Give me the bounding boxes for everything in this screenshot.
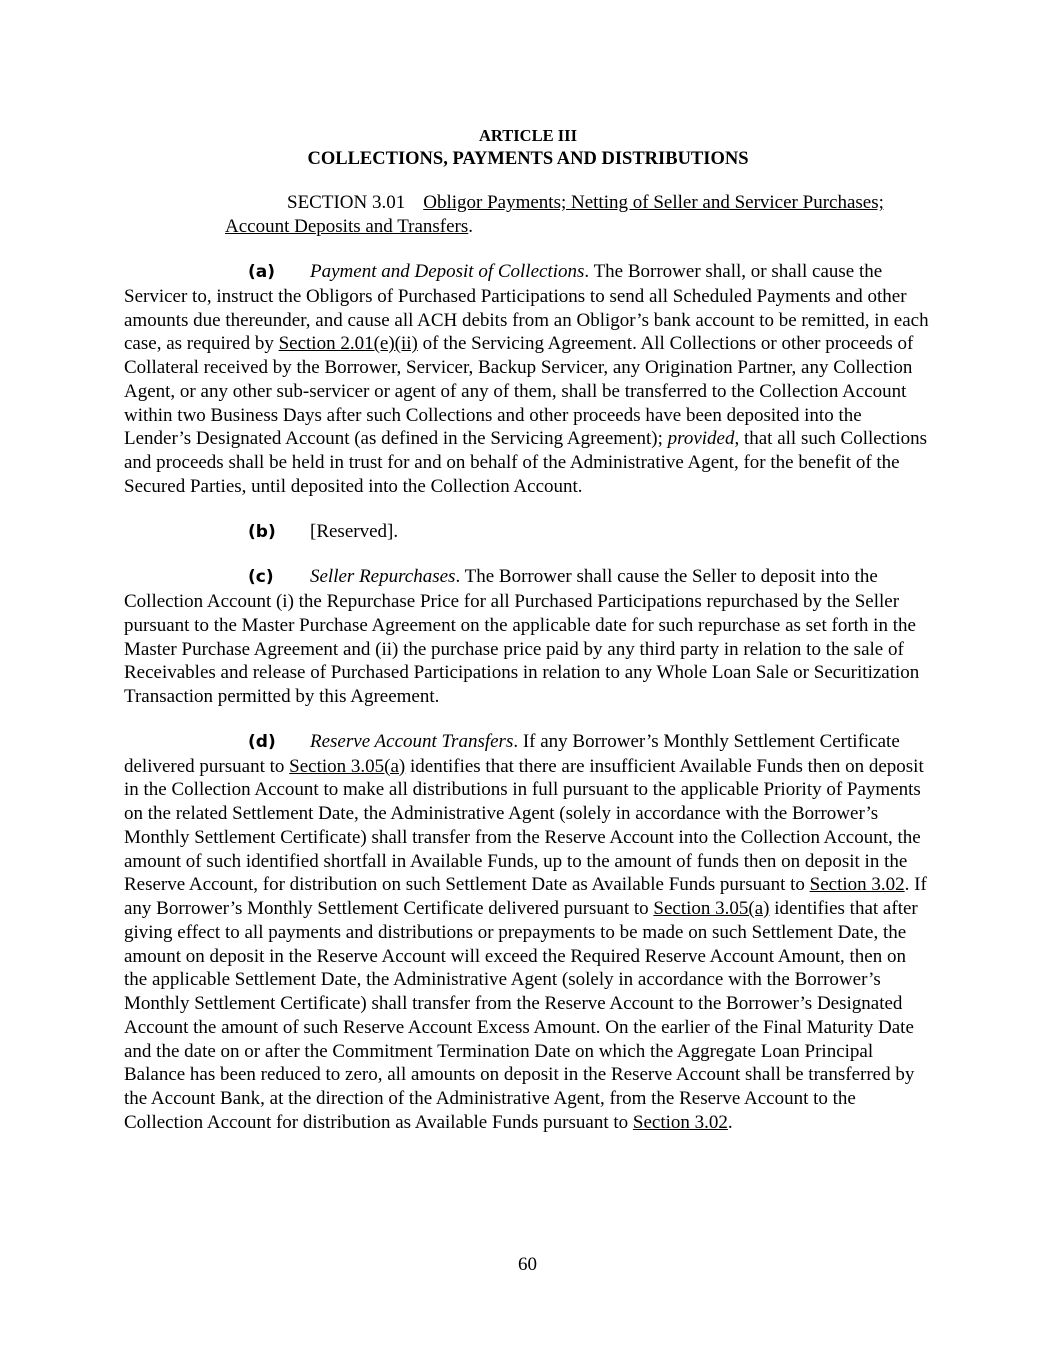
paragraph-b	[124, 520, 932, 545]
paragraph-d-section-ref-3: Section 3.05(a)	[653, 898, 770, 919]
paragraph-a-provided: provided	[667, 428, 735, 450]
section-heading	[124, 191, 932, 239]
article-title: COLLECTIONS, PAYMENTS AND DISTRIBUTIONS	[307, 149, 749, 169]
section-number: SECTION 3.01	[287, 192, 406, 213]
paragraph-a-text2: of the Servicing Agreement. All Collections or other proceeds of Collateral received by the Borrower, Servicer, Backup Servicer, any Origination Partner, any Collection Agent, or any other sub-servicer or agent of any of them, shall be transferred to the Collection Account within two Business Days after such Collections and other proceeds have been deposited into the Lender’s Designated Account (as defined in the Servicing Agreement);	[124, 333, 914, 450]
page-number: 60	[518, 1254, 537, 1275]
paragraph-d-letter: (d)	[248, 731, 276, 752]
paragraph-a	[124, 260, 932, 499]
paragraph-b-letter: (b)	[248, 521, 276, 542]
paragraph-d-section-ref-2: Section 3.02	[809, 874, 905, 896]
paragraph-c	[124, 565, 932, 709]
paragraph-a-text1: . The Borrower shall, or shall cause the Servicer to, instruct the Obligors of Purchased Participations to send all Scheduled Payments and other amounts due thereunder, and cause all ACH debits from an Obligor’s bank account to be remitted, in each case, as required by	[124, 261, 929, 355]
paragraph-d-text2: identifies that there are insufficient Available Funds then on deposit in the Collection Account to make all distributions in full pursuant to the applicable Priority of Payments on the related Settlement Date, the Administrative Agent (solely in accordance with the Borrower’s Monthly Settlement Certificate) shall transfer from the Reserve Account into the Collection Account, the amount of such identified shortfall in Available Funds, up to the amount of funds then on deposit in the Reserve Account, for distribution on such Settlement Date as Available Funds pursuant to	[124, 755, 924, 896]
section-title-period: .	[468, 216, 474, 237]
paragraph-d-section-ref-1: Section 3.05(a)	[289, 755, 406, 777]
paragraph-d-text5: .	[727, 1111, 733, 1133]
paragraph-d-section-ref-4: Section 3.02	[632, 1111, 728, 1133]
paragraph-a-heading: Payment and Deposit of Collections	[310, 261, 585, 282]
paragraph-a-section-ref: Section 2.01(e)(ii)	[278, 333, 418, 355]
paragraph-d-text4: identifies that after giving effect to all payments and distributions or prepayments to be made on such Settlement Date, the amount on deposit in the Reserve Account will exceed the Required Reserve Account Amount, then on the applicable Settlement Date, the Administrative Agent (solely in accordance with the Borrower’s Monthly Settlement Certificate) shall transfer from the Reserve Account to the Borrower’s Designated Account the amount of such Reserve Account Excess Amount. On the earlier of the Final Maturity Date and the date on or after the Commitment Termination Date on which the Aggregate Loan Principal Balance has been reduced to zero, all amounts on deposit in the Reserve Account shall be transferred by the Account Bank, at the direction of the Administrative Agent, from the Reserve Account to the Collection Account for distribution as Available Funds pursuant to	[124, 898, 918, 1133]
section-title-line1: Obligor Payments; Netting of Seller and Servicer Purchases;	[423, 192, 884, 213]
paragraph-c-letter: (c)	[248, 567, 274, 588]
section-title-line2: Account Deposits and Transfers	[225, 216, 469, 237]
paragraph-c-text: . The Borrower shall cause the Seller to deposit into the Collection Account (i) the Repurchase Price for all Purchased Participations repurchased by the Seller pursuant to the Master Purchase Agreement on the applicable date for such repurchase as set forth in the Master Purchase Agreement and (ii) the purchase price paid by any third party in relation to the sale of Receivables and release of Purchased Participations in relation to any Whole Loan Sale or Securitization Transaction permitted by this Agreement.	[124, 566, 920, 707]
paragraph-c-heading: Seller Repurchases	[310, 566, 456, 588]
paragraph-d-heading: Reserve Account Transfers	[310, 730, 514, 752]
paragraph-a-letter: (a)	[248, 262, 276, 282]
paragraph-d-text1: . If any Borrower’s Monthly Settlement Certificate delivered pursuant to	[124, 730, 900, 777]
paragraph-b-text: [Reserved].	[310, 520, 399, 542]
article-number: ARTICLE III	[479, 126, 577, 145]
paragraph-d	[124, 730, 932, 1135]
paragraph-d-text3: . If any Borrower’s Monthly Settlement Certificate delivered pursuant to	[124, 874, 927, 919]
document-page	[124, 125, 932, 1135]
paragraph-a-text3: , that all such Collections and proceeds shall be held in trust for and on behalf of the Administrative Agent, for the benefit of the Secured Parties, until deposited into the Collection Account.	[124, 428, 928, 497]
